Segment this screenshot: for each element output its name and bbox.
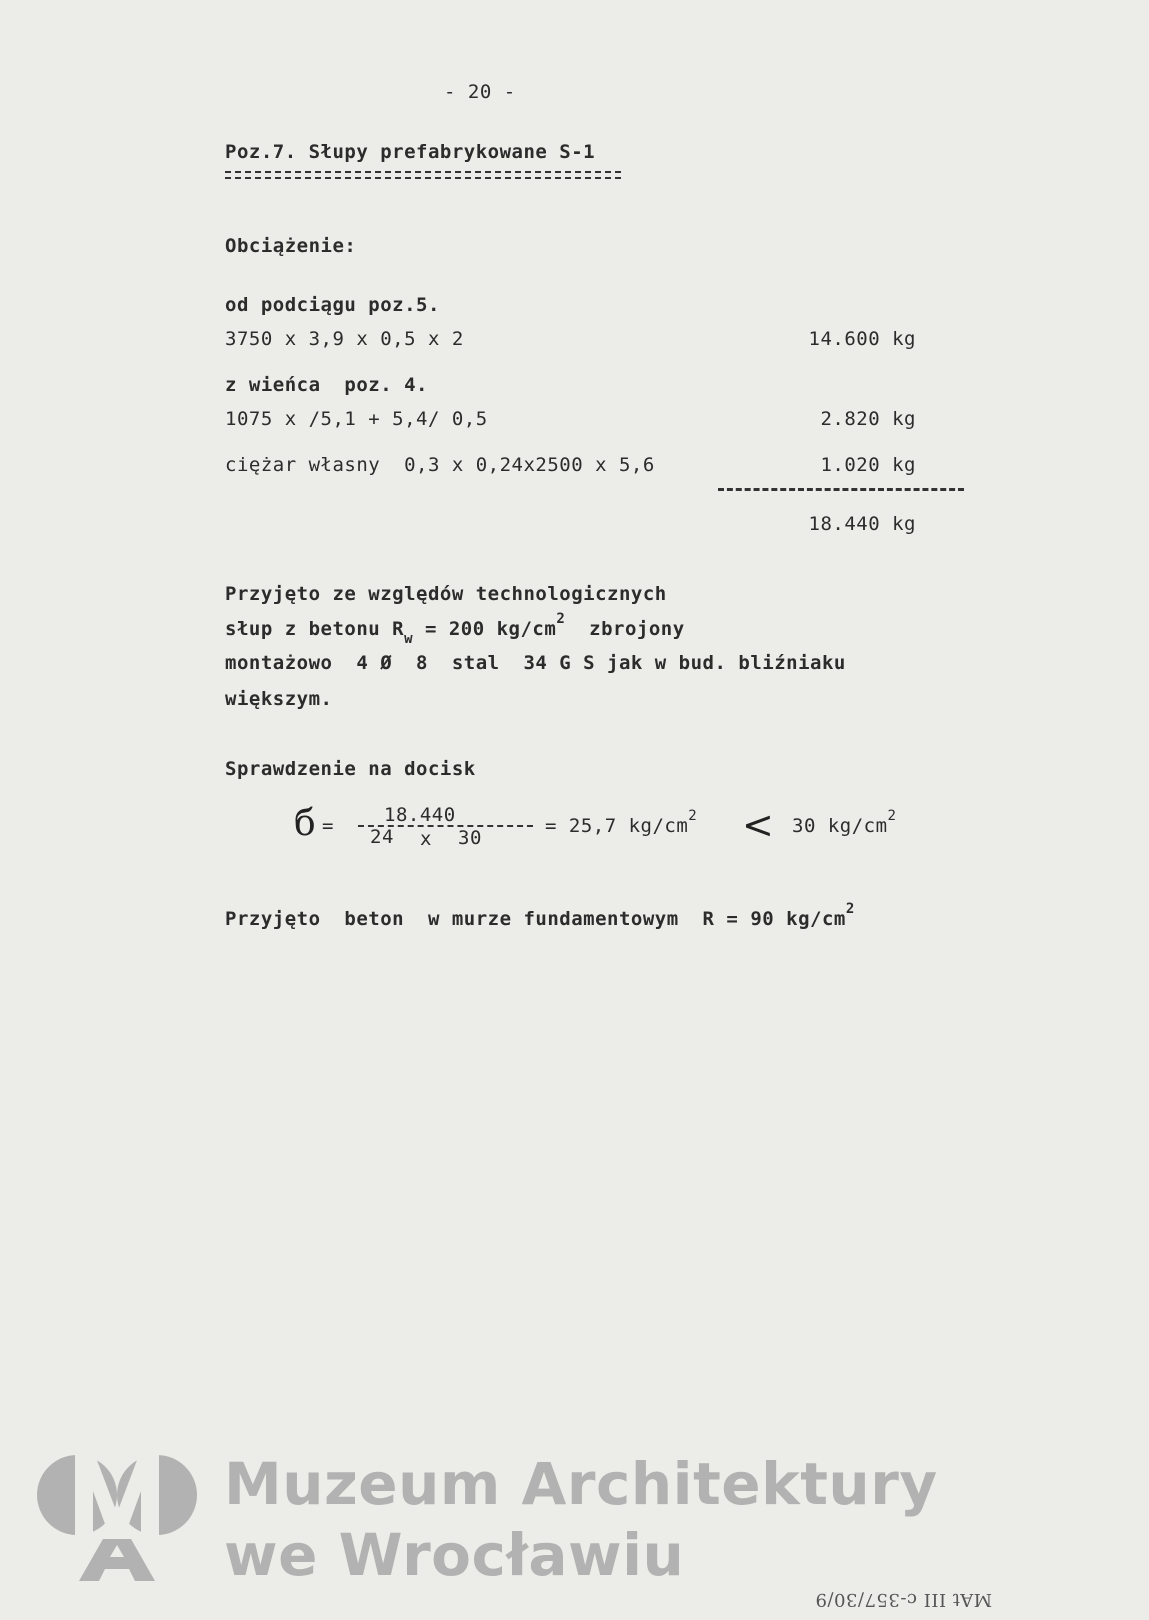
- foundation-sup: 2: [845, 901, 855, 917]
- adopted-line2-mid: = 200 kg/cm: [413, 618, 557, 640]
- page-number: - 20 -: [444, 81, 516, 103]
- fraction-den-x: x: [420, 828, 432, 850]
- section-heading: Poz.7. Słupy prefabrykowane S-1: [225, 141, 596, 163]
- load-label: Obciążenie:: [225, 235, 357, 257]
- adopted-line1: Przyjęto ze względów technologicznych: [225, 583, 667, 605]
- adopted-line3: montażowo 4 Ø 8 stal 34 G S jak w bud. bliźniaku: [225, 652, 846, 674]
- adopted-line2-pre: słup z betonu R: [225, 618, 405, 640]
- foundation-text: Przyjęto beton w murze fundamentowym R = 90 kg/cm: [225, 908, 846, 930]
- load-item2-formula: 1075 x /5,1 + 5,4/ 0,5: [225, 408, 488, 430]
- museum-logo-icon: [37, 1455, 197, 1581]
- fraction-numerator: 18.440: [384, 804, 456, 826]
- load-item2-title: z wieńca poz. 4.: [225, 374, 428, 396]
- watermark-line2: we Wrocławiu: [224, 1521, 685, 1589]
- sum-line: [718, 488, 964, 491]
- adopted-line2-post: zbrojony: [565, 618, 685, 640]
- load-item1-formula: 3750 x 3,9 x 0,5 x 2: [225, 328, 464, 350]
- check-result-text: = 25,7 kg/cm: [545, 815, 689, 837]
- check-limit-sup: 2: [887, 808, 897, 824]
- adopted-line2: [225, 611, 685, 647]
- catalog-note: MAt III c-357/30/9: [815, 1589, 993, 1610]
- load-total: 18.440 kg: [808, 513, 916, 535]
- heading-double-underline: [225, 171, 621, 173]
- adopted-line2-sup: 2: [556, 611, 566, 627]
- logo-m-shape: [75, 1455, 159, 1537]
- check-label: Sprawdzenie na docisk: [225, 758, 476, 780]
- fraction-den1: 24: [370, 826, 394, 848]
- sigma-symbol: б: [294, 803, 317, 844]
- load-item2-value: 2.820 kg: [820, 408, 916, 430]
- load-item1-value: 14.600 kg: [808, 328, 916, 350]
- fraction-den2: 30: [458, 827, 482, 849]
- adopted-line4: większym.: [225, 688, 333, 710]
- load-item3-formula: ciężar własny 0,3 x 0,24x2500 x 5,6: [225, 454, 655, 476]
- heading-double-underline-2: [225, 177, 621, 179]
- check-limit: [792, 808, 897, 837]
- foundation-line: [225, 901, 855, 930]
- check-limit-text: 30 kg/cm: [792, 815, 888, 837]
- check-result: [545, 808, 698, 837]
- sigma-equals: =: [322, 815, 334, 837]
- less-than-symbol: <: [742, 803, 775, 847]
- load-item3-value: 1.020 kg: [820, 454, 916, 476]
- adopted-line2-sub: w: [404, 631, 414, 647]
- check-result-sup: 2: [688, 808, 698, 824]
- load-item1-title: od podciągu poz.5.: [225, 294, 440, 316]
- watermark-line1: Muzeum Architektury: [224, 1450, 938, 1518]
